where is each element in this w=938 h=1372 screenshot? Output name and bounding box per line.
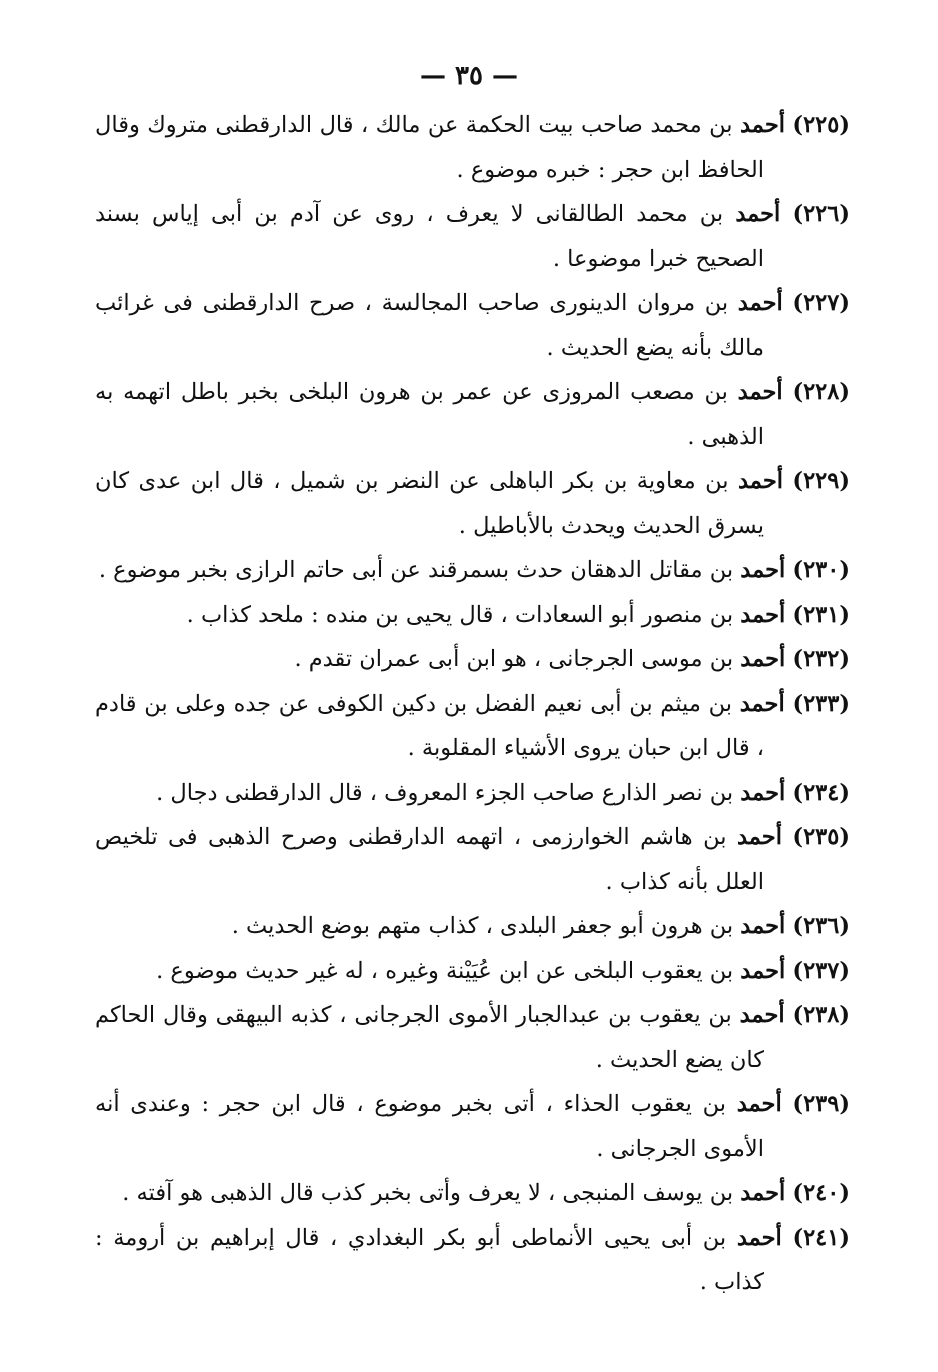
entry-number: (٢٣١) — [792, 601, 850, 628]
list-item — [95, 904, 850, 949]
entry-number: (٢٣٦) — [792, 913, 850, 939]
list-item — [95, 192, 850, 281]
entry-name: أحمد — [736, 1091, 782, 1117]
list-item — [95, 103, 850, 192]
entry-number: (٢٣٣) — [792, 690, 851, 717]
list-item — [95, 548, 850, 593]
entry-name: أحمد — [740, 957, 786, 984]
list-item — [95, 682, 850, 771]
entry-number: (٢٣٠) — [792, 557, 850, 583]
page-number: — ٣٥ — — [419, 61, 519, 91]
entry-number: (٢٢٧) — [792, 290, 850, 316]
entry-text: بن معاوية بن بكر الباهلى عن النضر بن شميل ، قال ابن عدى كان يسرق الحديث ويحدث بالأباطيل . — [95, 468, 764, 539]
entry-name: أحمد — [736, 824, 782, 850]
list-item — [95, 1082, 850, 1171]
list-item — [95, 281, 850, 370]
list-item — [95, 949, 850, 994]
entry-name: أحمد — [735, 201, 781, 227]
entry-number: (٢٣٥) — [792, 824, 850, 850]
entry-text: بن مروان الدينورى صاحب المجالسة ، صرح الدارقطنى فى غرائب مالك بأنه يضع الحديث . — [95, 290, 764, 361]
entry-number: (٢٢٩) — [792, 468, 850, 494]
entry-number: (٢٣٤) — [792, 779, 850, 806]
entry-name: أحمد — [739, 1002, 785, 1028]
entry-number: (٢٢٦) — [792, 201, 851, 227]
entry-number: (٢٣٧) — [792, 957, 850, 984]
entry-text: بن يعقوب بن عبدالجبار الأموى الجرجانى ، كذبه البيهقى وقال الحاكم كان يضع الحديث . — [95, 1002, 764, 1073]
list-item — [95, 993, 850, 1082]
entry-name: أحمد — [737, 290, 783, 316]
entry-name: أحمد — [740, 646, 786, 672]
entry-text: بن يعقوب الحذاء ، أتى بخبر موضوع ، قال ابن حجر : وعندى أنه الأموى الجرجانى . — [95, 1091, 764, 1162]
entry-number: (٢٣٨) — [792, 1002, 851, 1028]
entry-text: بن منصور أبو السعادات ، قال يحيى بن منده : ملحد كذاب . — [186, 601, 734, 628]
entry-text: بن يعقوب البلخى عن ابن عُيَيْنة وغيره ، له غير حديث موضوع . — [156, 957, 734, 984]
entry-name: أحمد — [740, 1180, 786, 1206]
entry-name: أحمد — [736, 1224, 782, 1251]
entry-name: أحمد — [740, 779, 786, 806]
list-item — [95, 593, 850, 638]
entry-text: بن أبى يحيى الأنماطى أبو بكر البغدادي ، قال إبراهيم بن أرومة : كذاب . — [95, 1224, 764, 1295]
list-item — [95, 771, 850, 816]
list-item — [95, 370, 850, 459]
entry-text: بن محمد الطالقانى لا يعرف ، روى عن آدم بن أبى إياس بسند الصحيح خبرا موضوعا . — [95, 201, 764, 272]
entry-number: (٢٣٩) — [792, 1091, 850, 1117]
entry-text: بن موسى الجرجانى ، هو ابن أبى عمران تقدم . — [294, 646, 734, 672]
entry-text: بن نصر الذارع صاحب الجزء المعروف ، قال الدارقطنى دجال . — [156, 779, 734, 806]
entry-name: أحمد — [740, 557, 786, 583]
list-item — [95, 1216, 850, 1305]
entry-name: أحمد — [738, 468, 783, 494]
entry-name: أحمد — [740, 913, 786, 939]
entry-name: أحمد — [739, 690, 785, 717]
list-item — [95, 815, 850, 904]
entry-name: أحمد — [740, 112, 785, 138]
entry-number: (٢٣٢) — [792, 646, 850, 672]
entry-number: (٢٤١) — [792, 1224, 851, 1251]
entry-text: بن يوسف المنبجى ، لا يعرف وأتى بخبر كذب قال الذهبى هو آفته . — [122, 1180, 734, 1206]
narrator-list — [95, 103, 850, 1305]
entry-text: بن هاشم الخوارزمى ، اتهمه الدارقطنى وصرح الذهبى فى تلخيص العلل بأنه كذاب . — [95, 824, 764, 895]
list-item — [95, 1171, 850, 1216]
entry-name: أحمد — [740, 601, 786, 628]
entry-number: (٢٢٨) — [792, 379, 851, 405]
entry-text: بن مقاتل الدهقان حدث بسمرقند عن أبى حاتم الرازى بخبر موضوع . — [98, 557, 734, 583]
list-item — [95, 459, 850, 548]
list-item — [95, 637, 850, 682]
entry-name: أحمد — [737, 379, 783, 405]
entry-text: بن محمد صاحب بيت الحكمة عن مالك ، قال الدارقطنى متروك وقال الحافظ ابن حجر : خبره موضوع . — [95, 112, 764, 183]
entry-number: (٢٤٠) — [792, 1180, 850, 1206]
entry-text: بن مصعب المروزى عن عمر بن هرون البلخى بخبر باطل اتهمه به الذهبى . — [95, 379, 764, 450]
entry-text: بن ميثم بن أبى نعيم الفضل بن دكين الكوفى عن جده وعلى بن قادم ، قال ابن حبان يروى الأشياء المقلوبة . — [95, 690, 764, 761]
entry-number: (٢٢٥) — [792, 112, 850, 138]
entry-text: بن هرون أبو جعفر البلدى ، كذاب متهم بوضع الحديث . — [231, 913, 734, 939]
